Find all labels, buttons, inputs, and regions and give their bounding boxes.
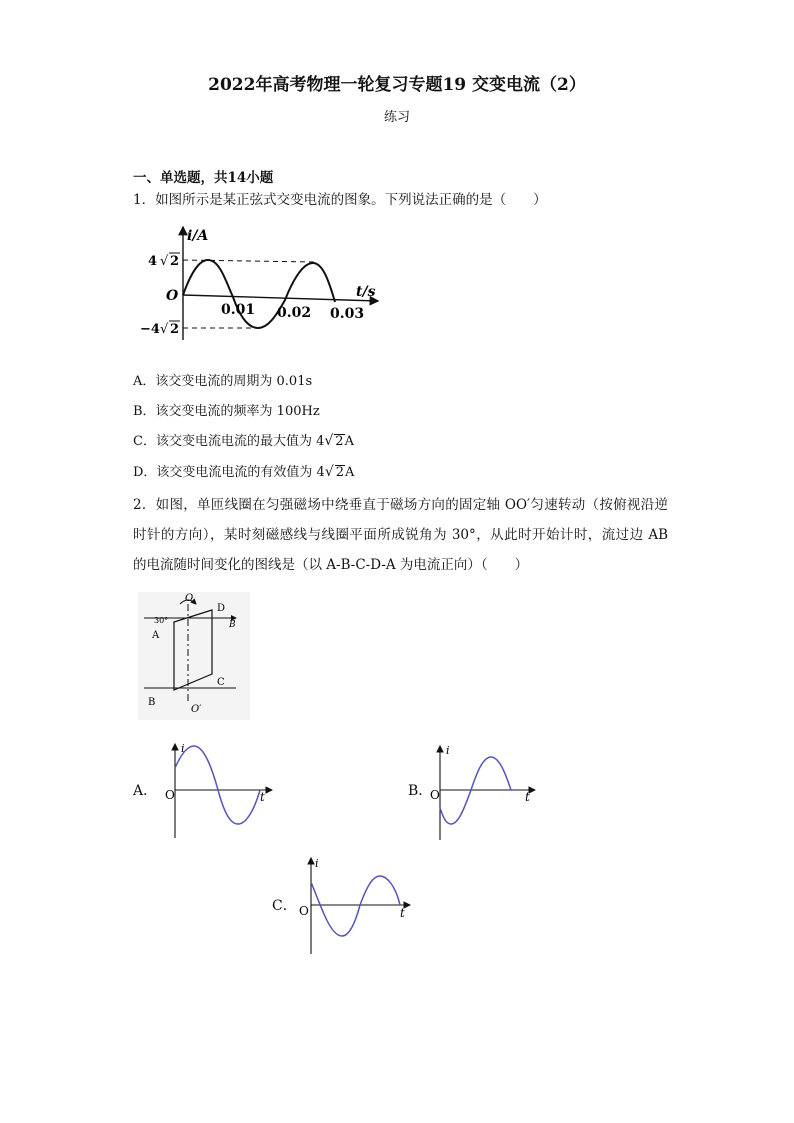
svg-text:t: t: [400, 906, 405, 920]
svg-text:O: O: [165, 788, 175, 802]
q1-option-b[interactable]: B．该交变电流的频率为 100Hz: [133, 404, 320, 419]
svg-text:i: i: [446, 744, 450, 757]
q2-option-c-graph[interactable]: [296, 854, 418, 958]
q1-x-axis: [183, 295, 378, 301]
q1-yneg-coef: −4: [140, 322, 160, 337]
q2-axis-top-label: O: [185, 593, 194, 604]
q1-xtick-0: 0.01: [221, 302, 256, 318]
q1-ypos-coef: 4: [148, 254, 158, 269]
question-1-stem: 1．如图所示是某正弦式交变电流的图象。下列说法正确的是（ ）: [133, 192, 547, 208]
svg-text:O: O: [299, 904, 309, 918]
q1-sine-curve: [183, 260, 335, 328]
q2-option-c-label[interactable]: C．: [272, 898, 297, 914]
q2-coil-figure: [138, 592, 250, 720]
q2-axis-bottom-label: O′: [191, 704, 202, 715]
q2-corner-b: B: [148, 697, 156, 708]
q1-y-label: i/A: [187, 228, 209, 244]
q1-option-d-text: D．该交变电流电流的有效值为 4: [133, 465, 325, 480]
q2-angle-label: 30°: [154, 616, 169, 625]
q2-option-a-curve: [175, 746, 260, 824]
page-subtitle: 练习: [383, 110, 410, 125]
q2-option-a-graph[interactable]: [160, 738, 280, 842]
q1-option-d-unit: A: [345, 465, 355, 480]
q1-ypos-radical-sign: √: [160, 254, 169, 269]
svg-text:i: i: [181, 742, 185, 755]
q1-option-a[interactable]: A．该交变电流的周期为 0.01s: [133, 374, 313, 389]
svg-text:t: t: [260, 790, 265, 804]
q1-option-c-unit: A: [344, 434, 354, 449]
section-heading: 一、单选题，共14小题: [133, 170, 274, 186]
q2-option-b-graph[interactable]: [425, 740, 545, 844]
page-title: 2022年高考物理一轮复习专题19 交变电流（2）: [208, 75, 586, 95]
q1-option-d-radicand: 2: [335, 465, 345, 480]
svg-text:O: O: [430, 788, 440, 802]
q2-option-b-label[interactable]: B．: [408, 783, 433, 799]
q1-origin-label: O: [166, 288, 179, 304]
q1-option-d[interactable]: D．该交变电流电流的有效值为 4√ 2A: [133, 464, 355, 480]
q1-xtick-1: 0.02: [277, 305, 312, 321]
question-2-stem: 2．如图，单匝线圈在匀强磁场中绕垂直于磁场方向的固定轴 OO′匀速转动（按俯视沿逆时针的方向），某时刻磁感线与线圈平面所成锐角为 30°，从此时开始计时，流过边 AB 的电流随时间变化的图线是（以 A-B-C-D-A 为电流正向）（ ）: [133, 497, 668, 573]
q1-yneg-radicand: 2: [170, 322, 180, 337]
q1-current-graph: [140, 222, 390, 342]
q1-option-c[interactable]: C．该交变电流电流的最大值为 4√ 2A: [133, 433, 354, 449]
q2-corner-d: D: [217, 603, 226, 614]
q2-corner-a: A: [152, 630, 160, 641]
svg-text:i: i: [315, 857, 319, 870]
q1-x-label: t/s: [356, 284, 376, 300]
q2-option-a-label[interactable]: A．: [133, 783, 158, 799]
q1-option-c-text: C．该交变电流电流的最大值为 4: [133, 434, 325, 449]
q1-ypos-radicand: 2: [170, 254, 180, 269]
svg-text:t: t: [525, 790, 530, 804]
q1-yneg-radical-sign: √: [160, 322, 169, 337]
q1-xtick-2: 0.03: [330, 306, 365, 322]
q2-option-c-curve: [311, 876, 400, 936]
q2-field-label: B: [229, 620, 236, 630]
q1-option-c-radicand: 2: [335, 434, 344, 449]
q2-corner-c: C: [217, 677, 225, 688]
